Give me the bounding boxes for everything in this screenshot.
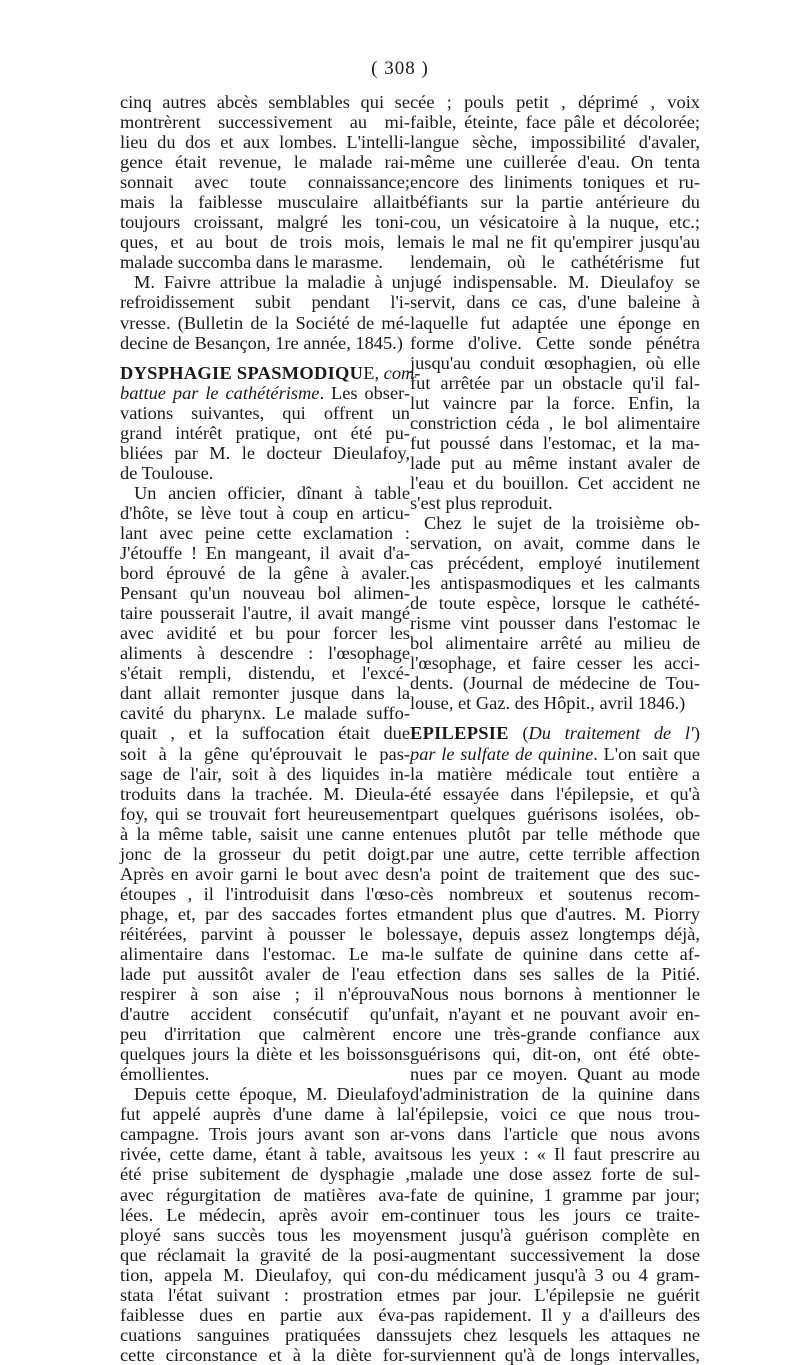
text-line: quelques jours la diète et les boissons bbox=[120, 1044, 410, 1065]
text-line: vresse. (Bulletin de la Société de mé- bbox=[120, 312, 410, 333]
text-line: continuer tous les jours ce traite- bbox=[410, 1204, 700, 1225]
text-line: cette circonstance et à la diète for- bbox=[120, 1344, 410, 1365]
left-column bbox=[120, 92, 421, 1365]
text-line: toujours croissant, malgré les toni- bbox=[120, 212, 410, 233]
text-line: cinq autres abcès semblables qui se bbox=[120, 92, 410, 112]
text-line: troduits dans la trachée. M. Dieula- bbox=[120, 783, 410, 804]
text-line: montrèrent successivement au mi- bbox=[120, 112, 410, 133]
text-line: respirer à son aise ; il n'éprouva bbox=[120, 984, 410, 1005]
text-line: cès nombreux et soutenus recom- bbox=[410, 883, 700, 904]
text-line: lade put au même instant avaler de bbox=[410, 452, 700, 473]
text-line: bol alimentaire arrêté au milieu de bbox=[410, 633, 700, 654]
text-line: n'a point de traitement que des suc- bbox=[410, 863, 700, 884]
text-line: cou, un vésicatoire à la nuque, etc.; bbox=[410, 212, 700, 233]
text-line: DYSPHAGIE SPASMODIQUE, com- bbox=[120, 362, 421, 383]
text-line: mes par jour. L'épilepsie ne guérit bbox=[410, 1284, 700, 1305]
text-line: EPILEPSIE (Du traitement de l') bbox=[410, 723, 700, 744]
text-line: sous les yeux : « Il faut prescrire au bbox=[410, 1144, 700, 1165]
text-line: de Toulouse. bbox=[120, 462, 214, 483]
text-line: d'hôte, se lève tout à coup en articu- bbox=[120, 502, 410, 523]
text-line: stata l'état suivant : prostration et bbox=[120, 1284, 410, 1305]
text-line: émollientes. bbox=[120, 1064, 210, 1085]
text-line: augmentant successivement la dose bbox=[410, 1244, 700, 1265]
text-line: vons dans l'article que nous avons bbox=[410, 1124, 700, 1145]
text-line: le sulfate de quinine dans cette af- bbox=[410, 943, 700, 964]
text-line: tion, appela M. Dieulafoy, qui con- bbox=[120, 1264, 410, 1285]
text-line: mandent plus que d'autres. M. Piorry bbox=[410, 903, 700, 924]
text-line: ment jusqu'à guérison complète en bbox=[410, 1224, 700, 1245]
text-line: été essayée dans l'épilepsie, et qu'à bbox=[410, 783, 700, 804]
text-line: ques, et au bout de trois mois, le bbox=[120, 232, 410, 253]
text-line: J'étouffe ! En mangeant, il avait d'a- bbox=[120, 543, 410, 564]
text-line: nues par ce moyen. Quant au mode bbox=[410, 1064, 700, 1085]
text-line: sonnait avec toute connaissance; bbox=[120, 172, 410, 193]
text-line: fection dans ses salles de la Pitié. bbox=[410, 964, 700, 985]
text-line: core une très-grande confiance aux bbox=[410, 1024, 700, 1045]
text-line: de toute espèce, lorsque le cathété- bbox=[410, 593, 700, 614]
text-line: lut vaincre par la force. Enfin, la bbox=[410, 392, 700, 413]
text-line: campagne. Trois jours avant son ar- bbox=[120, 1124, 410, 1145]
text-line: avec régurgitation de matières ava- bbox=[120, 1184, 410, 1205]
text-line: surviennent qu'à de longs intervalles, bbox=[410, 1344, 700, 1365]
text-line: alimentaire dans l'estomac. Le ma- bbox=[120, 943, 410, 964]
text-line: béfiants sur la partie antérieure du bbox=[410, 192, 700, 213]
text-line: vations suivantes, qui offrent un bbox=[120, 402, 410, 423]
text-line: bliées par M. le docteur Dieulafoy, bbox=[120, 442, 410, 463]
text-line: par le sulfate de quinine. L'on sait que bbox=[410, 743, 700, 764]
text-line: fait, n'ayant et ne pouvant avoir en- bbox=[410, 1004, 700, 1025]
text-line: fut poussé dans l'estomac, et la ma- bbox=[410, 432, 700, 453]
text-line: tenues plutôt par telle méthode que bbox=[410, 823, 700, 844]
text-line: mais la faiblesse musculaire allait bbox=[120, 192, 410, 213]
text-line: lées. Le médecin, après avoir em- bbox=[120, 1204, 410, 1225]
text-line: cas précédent, employé inutilement bbox=[410, 553, 700, 574]
text-line: risme vint pousser dans l'estomac le bbox=[410, 613, 700, 634]
text-line: étoupes , il l'introduisit dans l'œso- bbox=[120, 883, 410, 904]
text-line: peu d'irritation que calmèrent en bbox=[120, 1024, 410, 1045]
section-heading: EPILEPSIE bbox=[410, 723, 509, 744]
text-line: lendemain, où le cathétérisme fut bbox=[410, 252, 700, 273]
text-line: faible, éteinte, face pâle et décolorée; bbox=[410, 112, 700, 133]
text-line: battue par le cathétérisme. Les obser- bbox=[120, 382, 411, 403]
text-line: faiblesse dues en partie aux éva- bbox=[120, 1304, 410, 1325]
text-line: decine de Besançon, 1re année, 1845.) bbox=[120, 332, 403, 353]
text-line: s'était rempli, distendu, et l'excé- bbox=[120, 663, 410, 684]
text-line: cuations sanguines pratiquées dans bbox=[120, 1324, 410, 1345]
right-column bbox=[410, 92, 700, 1365]
text-line: l'œsophage, et faire cesser les acci- bbox=[410, 653, 700, 674]
text-line: même une cuillerée d'eau. On tenta bbox=[410, 152, 700, 173]
text-line: servation, on avait, comme dans le bbox=[410, 533, 700, 554]
text-line: ployé sans succès tous les moyens bbox=[120, 1224, 410, 1245]
text-line: fut arrêtée par un obstacle qu'il fal- bbox=[410, 372, 700, 393]
text-line: M. Faivre attribue la maladie à un bbox=[134, 272, 410, 293]
text-line: l'eau et du bouillon. Cet accident ne bbox=[410, 472, 700, 493]
text-line: langue sèche, impossibilité d'avaler, bbox=[410, 132, 700, 153]
section-gap bbox=[120, 353, 410, 363]
text-line: lieu du dos et aux lombes. L'intelli- bbox=[120, 132, 410, 153]
text-line: refroidissement subit pendant l'i- bbox=[120, 292, 410, 313]
text-line: dant allait remonter jusque dans la bbox=[120, 683, 410, 704]
text-line: Chez le sujet de la troisième ob- bbox=[424, 512, 700, 533]
text-line: jugé indispensable. M. Dieulafoy se bbox=[410, 272, 700, 293]
text-line: cavité du pharynx. Le malade suffo- bbox=[120, 703, 410, 724]
text-line: par une autre, cette terrible affection bbox=[410, 843, 700, 864]
text-line: part quelques guérisons isolées, ob- bbox=[410, 803, 700, 824]
text-line: Pensant qu'un nouveau bol alimen- bbox=[120, 583, 410, 604]
text-line: phage, et, par des saccades fortes et bbox=[120, 903, 410, 924]
text-line: s'est plus reproduit. bbox=[410, 492, 553, 513]
text-line: guérisons qui, dit-on, ont été obte- bbox=[410, 1044, 700, 1065]
text-line: été prise subitement de dysphagie , bbox=[120, 1164, 410, 1185]
section-gap bbox=[410, 713, 700, 723]
text-line: gence était revenue, le malade rai- bbox=[120, 152, 410, 173]
text-line: lade put aussitôt avaler de l'eau et bbox=[120, 964, 410, 985]
text-line: aliments à descendre : l'œsophage bbox=[120, 643, 410, 664]
text-line: servit, dans ce cas, d'une baleine à bbox=[410, 292, 700, 313]
text-line: d'administration de la quinine dans bbox=[410, 1084, 700, 1105]
text-line: que réclamait la gravité de la posi- bbox=[120, 1244, 410, 1265]
text-line: laquelle fut adaptée une éponge en bbox=[410, 312, 700, 333]
text-line: du médicament jusqu'à 3 ou 4 gram- bbox=[410, 1264, 700, 1285]
text-line: la matière médicale tout entière a bbox=[410, 763, 700, 784]
page-number: ( 308 ) bbox=[371, 58, 429, 79]
text-line: constriction céda , le bol alimentaire bbox=[410, 412, 700, 433]
text-line: jusqu'au conduit œsophagien, où elle bbox=[410, 352, 700, 373]
text-line: taire pousserait l'autre, il avait mangé bbox=[120, 603, 410, 624]
text-line: quait , et la suffocation était due bbox=[120, 723, 410, 744]
text-line: malade succomba dans le marasme. bbox=[120, 252, 383, 273]
text-line: réitérées, parvint à pousser le bol bbox=[120, 923, 410, 944]
text-line: malade une dose assez forte de sul- bbox=[410, 1164, 700, 1185]
text-line: cée ; pouls petit , déprimé , voix bbox=[410, 92, 700, 112]
text-line: avec avidité et bu pour forcer les bbox=[120, 623, 410, 644]
section-heading: DYSPHAGIE SPASMODIQU bbox=[120, 362, 364, 383]
text-line: fate de quinine, 1 gramme par jour; bbox=[410, 1184, 700, 1205]
text-line: encore des liniments toniques et ru- bbox=[410, 172, 700, 193]
text-line: Après en avoir garni le bout avec des bbox=[120, 863, 410, 884]
text-line: bord éprouvé de la gêne à avaler. bbox=[120, 563, 410, 584]
text-line: forme d'olive. Cette sonde pénétra bbox=[410, 332, 700, 353]
text-line: fut appelé auprès d'une dame à la bbox=[120, 1104, 410, 1125]
text-line: essaye, depuis assez longtemps déjà, bbox=[410, 923, 700, 944]
text-line: d'autre accident consécutif qu'un bbox=[120, 1004, 410, 1025]
text-line: l'épilepsie, voici ce que nous trou- bbox=[410, 1104, 700, 1125]
text-line: foy, qui se trouvait fort heureusement bbox=[120, 803, 410, 824]
text-line: lant avec peine cette exclamation : bbox=[120, 522, 410, 543]
text-line: Depuis cette époque, M. Dieulafoy bbox=[134, 1084, 410, 1105]
text-line: rivée, cette dame, étant à table, avait bbox=[120, 1144, 410, 1165]
text-line: soit à la gêne qu'éprouvait le pas- bbox=[120, 743, 410, 764]
text-line: louse, et Gaz. des Hôpit., avril 1846.) bbox=[410, 693, 686, 714]
text-line: Nous nous bornons à mentionner le bbox=[410, 984, 700, 1005]
text-line: grand intérêt pratique, ont été pu- bbox=[120, 422, 410, 443]
text-line: à la même table, saisit une canne en bbox=[120, 823, 410, 844]
text-line: Un ancien officier, dînant à table bbox=[134, 482, 410, 503]
text-line: sage de l'air, soit à des liquides in- bbox=[120, 763, 410, 784]
text-line: sujets chez lesquels les attaques ne bbox=[410, 1324, 700, 1345]
text-line: mais le mal ne fit qu'empirer jusqu'au bbox=[410, 232, 700, 253]
text-line: dents. (Journal de médecine de Tou- bbox=[410, 673, 700, 694]
text-line: jonc de la grosseur du petit doigt. bbox=[120, 843, 410, 864]
text-line: les antispasmodiques et les calmants bbox=[410, 573, 700, 594]
text-line: pas rapidement. Il y a d'ailleurs des bbox=[410, 1304, 700, 1325]
